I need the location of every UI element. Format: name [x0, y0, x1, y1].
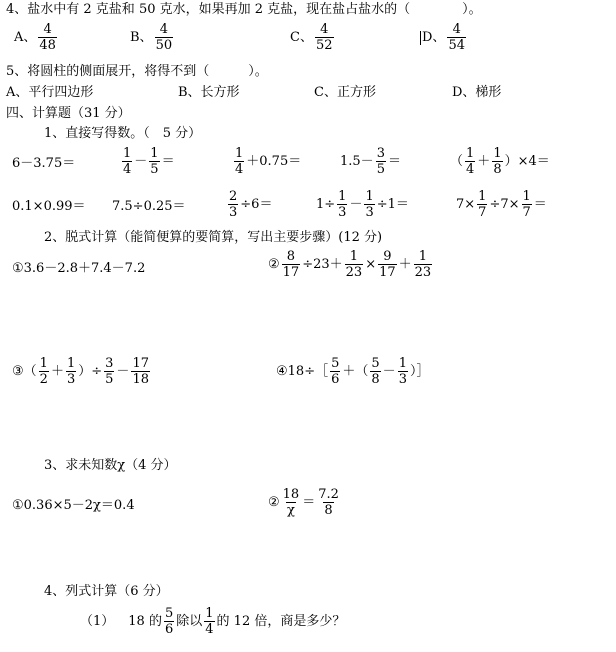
fraction: $\frac{3}{5}$ [376, 146, 385, 177]
calc-1-4: 1.5－ $\frac{3}{5}$ ＝ [340, 146, 401, 177]
calc-1-3: $\frac{1}{4}$ ＋0.75＝ [235, 146, 302, 177]
fraction: $\frac{1}{3}$ [66, 356, 76, 387]
calc-2-2: 7.5÷0.25＝ [112, 199, 186, 214]
fraction: $\frac{1}{23}$ [414, 249, 432, 280]
calc-1-1: 6－3.75＝ [12, 156, 76, 171]
fraction: $\frac{1}{3}$ [338, 189, 347, 220]
calc-1-5: （ $\frac{1}{4}$ ＋ $\frac{1}{8}$ ）×4＝ [450, 146, 550, 177]
part-3-title: 3、求未知数χ（4 分） [44, 458, 177, 473]
q4-option-c [290, 22, 336, 53]
fraction: $\frac{7.2}{8}$ [318, 487, 339, 518]
fraction: $\frac{2}{3}$ [229, 189, 238, 220]
fraction: $\frac{9}{17}$ [379, 249, 396, 280]
question-4-stem: 4、盐水中有 2 克盐和 50 克水，如果再加 2 克盐，现在盐占盐水的（ ）。 [6, 2, 482, 17]
part-2-problem-4: ④18÷［ $\frac{5}{6}$ ＋（ $\frac{5}{8}$ － $\frac{1}{3}$ ）］ [276, 356, 430, 387]
fraction: $\frac{1}{23}$ [345, 249, 363, 280]
option-label: B、 [130, 29, 153, 45]
calc-2-5: 7× $\frac{1}{7}$ ÷7× $\frac{1}{7}$ ＝ [456, 189, 547, 220]
part-2-problem-2: ② $\frac{8}{17}$ ÷23＋ $\frac{1}{23}$ × $\frac{9}{17}$ ＋ $\frac{1}{23}$ [268, 249, 432, 280]
part-2-problem-1: ①3.6－2.8＋7.4－7.2 [12, 261, 146, 276]
fraction: $\frac{1}{3}$ [365, 189, 374, 220]
calc-2-1: 0.1×0.99＝ [12, 199, 86, 214]
fraction: $\frac{4}{48}$ [39, 22, 56, 53]
option-label: A、 [14, 29, 37, 45]
q4-option-b [130, 22, 175, 53]
q5-option-c: C、正方形 [314, 85, 376, 100]
q5-option-b: B、长方形 [178, 85, 240, 100]
part-4-title: 4、列式计算（6 分） [44, 584, 169, 599]
fraction: $\frac{5}{6}$ [164, 606, 174, 637]
option-label: C、 [290, 29, 313, 45]
text-cursor-icon [420, 31, 421, 45]
fraction: $\frac{3}{5}$ [105, 356, 114, 387]
part-2-problem-3: ③（ $\frac{1}{2}$ ＋ $\frac{1}{3}$ ）÷ $\frac{3}{5}$ － $\frac{17}{18}$ [12, 356, 149, 387]
fraction: $\frac{1}{7}$ [522, 189, 531, 220]
q4-option-a [14, 22, 59, 53]
fraction: $\frac{17}{18}$ [132, 356, 149, 387]
fraction: $\frac{5}{6}$ [331, 356, 340, 387]
option-label: D、 [422, 29, 446, 45]
fraction: $\frac{1}{4}$ [205, 606, 214, 637]
fraction: $\frac{1}{4}$ [235, 146, 244, 177]
fraction: $\frac{1}{4}$ [123, 146, 132, 177]
fraction: $\frac{1}{8}$ [493, 146, 502, 177]
fraction: $\frac{1}{2}$ [39, 356, 48, 387]
part-3-problem-2: ② $\frac{18}{\chi}$ ＝ $\frac{7.2}{8}$ [268, 487, 339, 518]
calc-1-2: $\frac{1}{4}$ － $\frac{1}{5}$ ＝ [123, 146, 175, 177]
q5-option-d: D、梯形 [452, 85, 502, 100]
q4-option-d [420, 22, 468, 53]
fraction: $\frac{5}{8}$ [371, 356, 380, 387]
part-1-title: 1、直接写得数。（ 5 分） [44, 126, 202, 141]
fraction: $\frac{4}{52}$ [315, 22, 333, 53]
fraction: $\frac{1}{4}$ [466, 146, 475, 177]
calc-2-4: 1÷ $\frac{1}{3}$ － $\frac{1}{3}$ ÷1＝ [316, 189, 409, 220]
fraction: $\frac{4}{54}$ [448, 22, 465, 53]
question-5-stem: 5、将圆柱的侧面展开，将得不到（ ）。 [6, 64, 268, 79]
fraction: $\frac{4}{50}$ [155, 22, 173, 53]
fraction: $\frac{1}{3}$ [398, 356, 407, 387]
fraction: $\frac{8}{17}$ [282, 249, 300, 280]
fraction: $\frac{1}{5}$ [150, 146, 159, 177]
fraction: $\frac{18}{\chi}$ [282, 487, 300, 518]
section-4-title: 四、计算题（31 分） [6, 106, 131, 121]
part-4-problem-1: （1） 18 的 $\frac{5}{6}$ 除以 $\frac{1}{4}$ 的 12 倍，商是多少？ [80, 606, 346, 637]
part-3-problem-1: ①0.36×5－2χ＝0.4 [12, 498, 135, 513]
calc-2-3: $\frac{2}{3}$ ÷6＝ [229, 189, 273, 220]
part-2-title: 2、脱式计算（能简便算的要简算，写出主要步骤）(12 分) [44, 230, 383, 245]
q5-option-a: A、平行四边形 [6, 85, 94, 100]
fraction: $\frac{1}{7}$ [478, 189, 487, 220]
